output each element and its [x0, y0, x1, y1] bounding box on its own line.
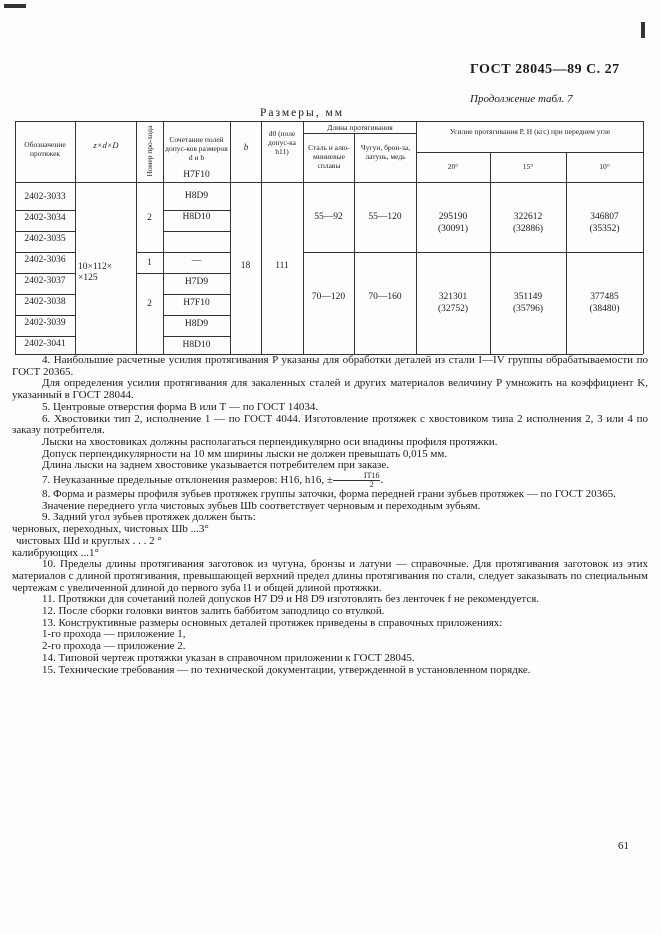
cell-force-15-top-kgs: (32886): [512, 224, 544, 234]
table-row-fit: H8D10: [182, 340, 211, 350]
page-number: 61: [618, 840, 629, 852]
header-zxdxd: z×d×D: [93, 140, 119, 150]
cell-force-20-top: 295190: [438, 212, 468, 222]
note-11: 11. Протяжки для сочетаний полей допусков H7 D9 и H8 D9 изготовлять без ленточек f не рекомендуется.: [42, 593, 540, 606]
note-4b: Для определения усилия протягивания для закаленных сталей и других материалов величину P умножить на коэффициент K, указанный в ГОСТ 28044.: [12, 377, 648, 402]
note-9a: черновых, переходных, чистовых Шb ...3°: [12, 523, 209, 536]
cell-force-15-bottom-kgs: (35796): [512, 304, 544, 314]
note-6d: Длина лыски на заднем хвостовике указывается потребителем при заказе.: [42, 459, 390, 472]
table-continuation-label: Продолжение табл. 7: [470, 93, 573, 105]
cell-pass-top: 2: [147, 213, 152, 223]
cell-force-15-bottom: 351149: [513, 292, 543, 302]
note-9: 9. Задний угол зубьев протяжек должен быть:: [42, 511, 256, 524]
header-pass-number: Номер про-хода: [145, 125, 154, 177]
table-row-code: 2402-3034: [24, 213, 66, 223]
note-10: 10. Пределы длины протягивания заготовок из чугуна, бронзы и латуни — справочные. Для протягивания заготовок из этих материалов с длиной протягивания, превышающей верхний предел длины протягивания по стали, следует заказывать по специальным чертежам с увеличенной длиной до первого зуба l1 и общей длиной протяжки.: [12, 558, 648, 594]
header-length-group: Длина протягивания: [327, 123, 393, 132]
header-d0: d0 (поле допус-ка h11): [267, 129, 296, 156]
note-14: 14. Типовой чертеж протяжки указан в справочном приложении к ГОСТ 28045.: [42, 651, 415, 664]
note-12: 12. После сборки головки винтов залить баббитом заподлицо со втулкой.: [42, 605, 385, 618]
note-6c: Допуск перпендикулярности на 10 мм ширины лыски не должен превышать 0,015 мм.: [42, 447, 448, 460]
table-row-fit: H8D10: [182, 212, 211, 222]
table-row-code: 2402-3037: [24, 276, 66, 286]
cell-b: 18: [240, 261, 251, 271]
note-9c: калибрующих ...1°: [12, 546, 99, 559]
header-angle-10: 10°: [599, 162, 610, 171]
table-row-fit: H8D9: [184, 191, 209, 201]
table-row-fit: H7D9: [184, 277, 209, 287]
note-6: 6. Хвостовики тип 2, исполнение 1 — по ГОСТ 4044. Изготовление протяжек с хвостовиком типа 2 исполнения 2, 3 или 4 по заказу потребителя.: [12, 412, 648, 437]
page-header-title: ГОСТ 28045—89 С. 27: [470, 62, 620, 77]
table-row-fit: H7F10: [183, 170, 210, 180]
cell-zxdxd-2: ×125: [78, 273, 98, 283]
cell-force-10-bottom: 377485: [590, 292, 619, 302]
cell-zxdxd: 10×112×: [78, 262, 113, 272]
cell-pass-bottom: 2: [147, 299, 152, 309]
note-8b: Значение переднего угла чистовых зубьев Шb соответствует черновым и переходным зубьям.: [42, 499, 481, 512]
spec-table: [15, 121, 643, 354]
note-7: 7. Неуказанные предельные отклонения размеров: H16, h16, ± $\frac{IT16}{2}$ .: [42, 471, 384, 490]
cell-force-15-top: 322612: [513, 212, 543, 222]
table-row-code: 2402-3035: [24, 234, 66, 244]
table-caption: Размеры, мм: [260, 107, 345, 119]
cell-d0: 111: [275, 261, 289, 271]
notes-section: [12, 355, 648, 676]
note-6b: Лыски на хвостовиках должны располагаться перпендикулярно оси впадины профиля протяжки.: [42, 435, 498, 448]
cell-force-10-bottom-kgs: (38480): [589, 304, 620, 314]
cell-steel-top: 55—92: [314, 212, 343, 222]
cell-force-10-top-kgs: (35352): [589, 224, 620, 234]
table-row-code: 2402-3038: [24, 297, 66, 307]
header-force-group: Усилие протягивания P, Н (кгс) при переднем угле: [449, 127, 611, 136]
header-angle-20: 20°: [447, 162, 459, 171]
scan-mark-right: [641, 22, 645, 38]
note-13: 13. Конструктивные размеры основных деталей протяжек приведены в справочных приложениях:: [42, 616, 503, 629]
table-row-fit: H7F10: [183, 298, 210, 308]
note-13a: 1-го прохода — приложение 1,: [42, 628, 186, 641]
table-row-fit: —: [191, 256, 202, 266]
table-row-code: 2402-3039: [24, 318, 66, 328]
scan-mark-left: [4, 4, 26, 8]
header-b: b: [243, 142, 249, 152]
table-row-code: 2402-3041: [24, 339, 66, 349]
note-4: 4. Наибольшие расчетные усилия протягивания P указаны для обработки деталей из стали I—IV группы обрабатываемости по ГОСТ 20365.: [12, 354, 648, 378]
cell-pass-middle: 1: [147, 258, 152, 268]
table-row-fit: H8D9: [184, 319, 209, 329]
fraction-it16: $\frac{IT16}{2}$: [333, 472, 381, 489]
header-steel: Сталь и алю-миниевые сплавы: [308, 143, 350, 170]
note-9b: чистовых Шd и круглых . . . 2 °: [16, 534, 162, 547]
note-5: 5. Центровые отверстия форма В или Т — по ГОСТ 14034.: [42, 400, 319, 413]
cell-steel-bottom: 70—120: [311, 292, 346, 302]
cell-force-20-top-kgs: (30091): [437, 224, 469, 234]
cell-force-10-top: 346807: [590, 212, 619, 222]
header-designation: Обозначение протяжек: [24, 140, 66, 158]
header-tolerance-combination: Сочетание полей допус-ков размеров d и b: [165, 135, 228, 162]
table-row-code: 2402-3033: [24, 192, 66, 202]
cell-castiron-bottom: 70—160: [368, 292, 402, 302]
header-angle-15: 15°: [522, 162, 534, 171]
table-row-code: 2402-3036: [24, 255, 66, 265]
cell-force-20-bottom: 321301: [438, 292, 468, 302]
note-8: 8. Форма и размеры профиля зубьев протяжек группы заточки, форма передней грани зубьев протяжек — по ГОСТ 20365.: [42, 488, 616, 501]
cell-castiron-top: 55—120: [368, 212, 402, 222]
note-13b: 2-го прохода — приложение 2.: [42, 640, 186, 653]
cell-force-20-bottom-kgs: (32752): [437, 304, 469, 314]
header-castiron: Чугун, брон-за, латунь, медь: [360, 143, 411, 161]
note-15: 15. Технические требования — по технической документации, утвержденной в установленном порядке.: [42, 663, 531, 676]
